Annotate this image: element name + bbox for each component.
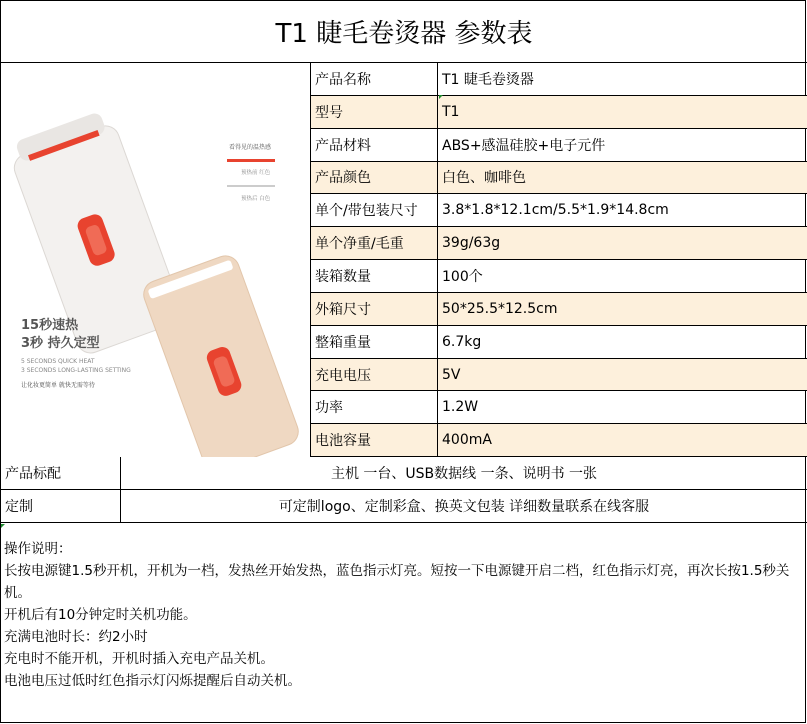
spec-table	[311, 63, 807, 457]
spec-label: 外箱尺寸	[311, 293, 438, 325]
spec-row	[311, 424, 807, 457]
note-line: 充电时不能开机，开机时插入充电产品关机。	[4, 651, 274, 667]
spec-row	[311, 194, 807, 227]
spec-value: 白色、咖啡色	[442, 170, 526, 187]
spec-row	[311, 63, 807, 96]
white-legend-bar	[227, 185, 275, 187]
spec-row	[311, 260, 807, 293]
spec-value: 3.8*1.8*12.1cm/5.5*1.9*14.8cm	[442, 202, 669, 219]
spec-row	[311, 162, 807, 195]
spec-value: 39g/63g	[442, 235, 501, 252]
operation-notes	[1, 524, 807, 692]
spec-row	[311, 326, 807, 359]
en-line-2: 3 SECONDS LONG-LASTING SETTING	[21, 367, 131, 374]
spec-value: T1	[442, 103, 460, 120]
custom-value: 可定制logo、定制彩盒、换英文包装 详细数量联系在线客服	[278, 499, 650, 515]
cell-marker	[439, 95, 443, 99]
spec-label: 产品名称	[311, 63, 438, 95]
standard-label: 产品标配	[1, 457, 121, 489]
spec-value: 5V	[442, 366, 461, 383]
sheet-title: T1 睫毛卷烫器 参数表	[1, 1, 807, 63]
spec-value: 1.2W	[442, 399, 479, 416]
product-illustration	[1, 63, 310, 457]
spec-label: 单个净重/毛重	[311, 227, 438, 259]
caption-top: 看得见的温热感	[229, 144, 272, 151]
spec-label: 功率	[311, 391, 438, 423]
spec-label: 单个/带包装尺寸	[311, 194, 438, 226]
spec-label: 电池容量	[311, 424, 438, 456]
spec-value: 400mA	[442, 432, 492, 449]
spec-value: 50*25.5*12.5cm	[442, 300, 558, 317]
en-line-1: 5 SECONDS QUICK HEAT	[21, 358, 95, 365]
spec-label: 装箱数量	[311, 260, 438, 292]
spec-row	[311, 391, 807, 424]
spec-label: 整箱重量	[311, 326, 438, 358]
caption-after: 预热后 白色	[241, 196, 271, 202]
note-line: 长按电源键1.5秒开机，开机为一档，发热丝开始发热，蓝色指示灯亮。短按一下电源键开启二档，红色指示灯亮，再次长按1.5秒关机。	[4, 563, 790, 601]
spec-label: 充电电压	[311, 359, 438, 391]
custom-label: 定制	[1, 490, 121, 522]
spec-label: 产品颜色	[311, 162, 438, 194]
tagline: 让化妆更简单 就快无需等待	[21, 382, 95, 389]
spec-row	[311, 293, 807, 326]
spec-value: T1 睫毛卷烫器	[442, 71, 534, 88]
custom-row	[1, 490, 807, 523]
spec-value: ABS+感温硅胶+电子元件	[442, 137, 606, 154]
spec-row	[311, 227, 807, 260]
product-photo	[1, 63, 311, 457]
spec-value: 6.7kg	[442, 333, 482, 350]
note-line: 充满电池时长：约2小时	[4, 629, 148, 645]
headline-2: 3秒 持久定型	[21, 336, 100, 351]
spec-row	[311, 96, 807, 129]
standard-row	[1, 457, 807, 490]
spec-label: 型号	[311, 96, 438, 128]
red-legend-bar	[227, 159, 275, 162]
caption-preheat: 预热前 红色	[241, 170, 271, 176]
standard-value: 主机 一台、USB数据线 一条、说明书 一张	[330, 466, 598, 482]
spec-row	[311, 129, 807, 162]
cell-marker	[1, 524, 5, 528]
spec-row	[311, 359, 807, 392]
headline-1: 15秒速热	[21, 318, 79, 333]
spec-value: 100个	[442, 268, 483, 285]
note-line: 电池电压过低时红色指示灯闪烁提醒后自动关机。	[4, 673, 301, 689]
note-line: 操作说明：	[4, 541, 72, 557]
note-line: 开机后有10分钟定时关机功能。	[4, 607, 197, 623]
spec-label: 产品材料	[311, 129, 438, 161]
